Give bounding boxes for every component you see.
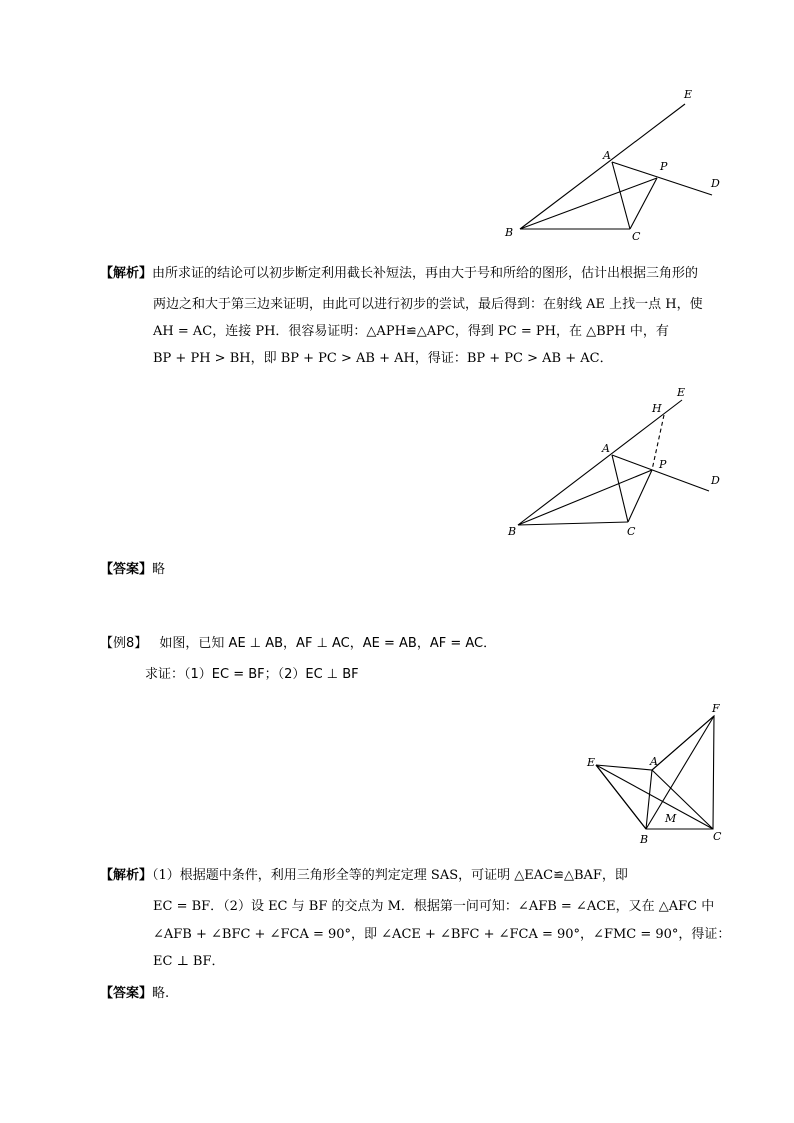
example-tag: 【例8】	[100, 636, 148, 651]
label-c: C	[713, 830, 722, 843]
analysis-2-line-4: EC ⊥ BF．	[153, 954, 225, 969]
label-f: F	[712, 702, 720, 715]
segment-bp	[520, 178, 657, 229]
segment-pc	[630, 178, 657, 229]
answer-2	[100, 980, 169, 1007]
segment-bc	[518, 522, 628, 525]
analysis-1-line-3: AH = AC，连接 PH．很容易证明：△APH≌△APC，得到 PC = PH，在 △BPH 中，有	[153, 324, 669, 339]
segment-af	[652, 716, 714, 770]
label-a: A	[603, 149, 611, 162]
answer-tag: 【答案】	[100, 986, 153, 1001]
label-d: D	[711, 177, 720, 190]
figure-1-triangle-diagram	[490, 80, 730, 250]
figure-3-quadrilateral-diagram	[580, 695, 730, 850]
label-b: B	[508, 525, 517, 538]
analysis-1-line-4: BP + PH > BH，即 BP + PC > AB + AH，得证：BP + PC > AB + AC．	[153, 351, 613, 366]
segment-bp	[518, 470, 652, 525]
segment-ec	[596, 765, 713, 829]
label-p: P	[659, 458, 667, 471]
label-e: E	[587, 756, 596, 769]
analysis-tag: 【解析】	[100, 266, 153, 281]
label-d: D	[711, 474, 720, 487]
analysis-1-line-1: 由所求证的结论可以初步断定利用截长补短法，再由大于号和所给的图形，估计出根据三角形的	[152, 266, 699, 281]
label-p: P	[660, 160, 668, 173]
figure-2-triangle-diagram	[495, 380, 735, 540]
answer-text: 略.	[152, 986, 170, 1001]
analysis-1	[100, 260, 750, 287]
analysis-2	[100, 862, 628, 889]
analysis-2-line-1: （1）根据题中条件，利用三角形全等的判定定理 SAS，可证明 △EAC≌△BAF，即	[152, 868, 628, 883]
example-8	[100, 630, 496, 657]
analysis-2-line-3: ∠AFB + ∠BFC + ∠FCA = 90°，即 ∠ACE + ∠BFC + ∠FCA = 90°，∠FMC = 90°，得证：	[153, 927, 731, 942]
example-8-line-1: 如图，已知 AE ⊥ AB，AF ⊥ AC，AE = AB，AF = AC．	[159, 636, 497, 651]
label-e: E	[684, 88, 693, 101]
analysis-tag: 【解析】	[100, 868, 153, 883]
segment-eb	[596, 765, 646, 829]
segment-ac	[612, 455, 628, 522]
ray-be	[518, 400, 682, 525]
example-8-line-2: 求证：（1）EC = BF；（2）EC ⊥ BF	[145, 667, 359, 682]
segment-ac	[652, 770, 713, 829]
label-c: C	[632, 230, 641, 243]
label-e: E	[677, 386, 686, 399]
segment-ac	[612, 162, 630, 229]
segment-bf	[646, 716, 714, 829]
label-b: B	[640, 833, 649, 846]
label-h: H	[652, 402, 662, 415]
analysis-2-line-2: EC = BF．（2）设 EC 与 BF 的交点为 M．根据第一问可知：∠AFB = ∠ACE，又在 △AFC 中	[153, 899, 715, 914]
answer-1	[100, 556, 165, 583]
answer-tag: 【答案】	[100, 562, 153, 577]
label-m: M	[665, 812, 677, 825]
label-a: A	[602, 442, 610, 455]
label-a: A	[650, 755, 658, 768]
label-c: C	[627, 525, 636, 538]
analysis-1-line-2: 两边之和大于第三边来证明，由此可以进行初步的尝试，最后得到：在射线 AE 上找一点 H，使	[153, 297, 703, 312]
label-b: B	[505, 226, 514, 239]
answer-text: 略	[152, 562, 166, 577]
